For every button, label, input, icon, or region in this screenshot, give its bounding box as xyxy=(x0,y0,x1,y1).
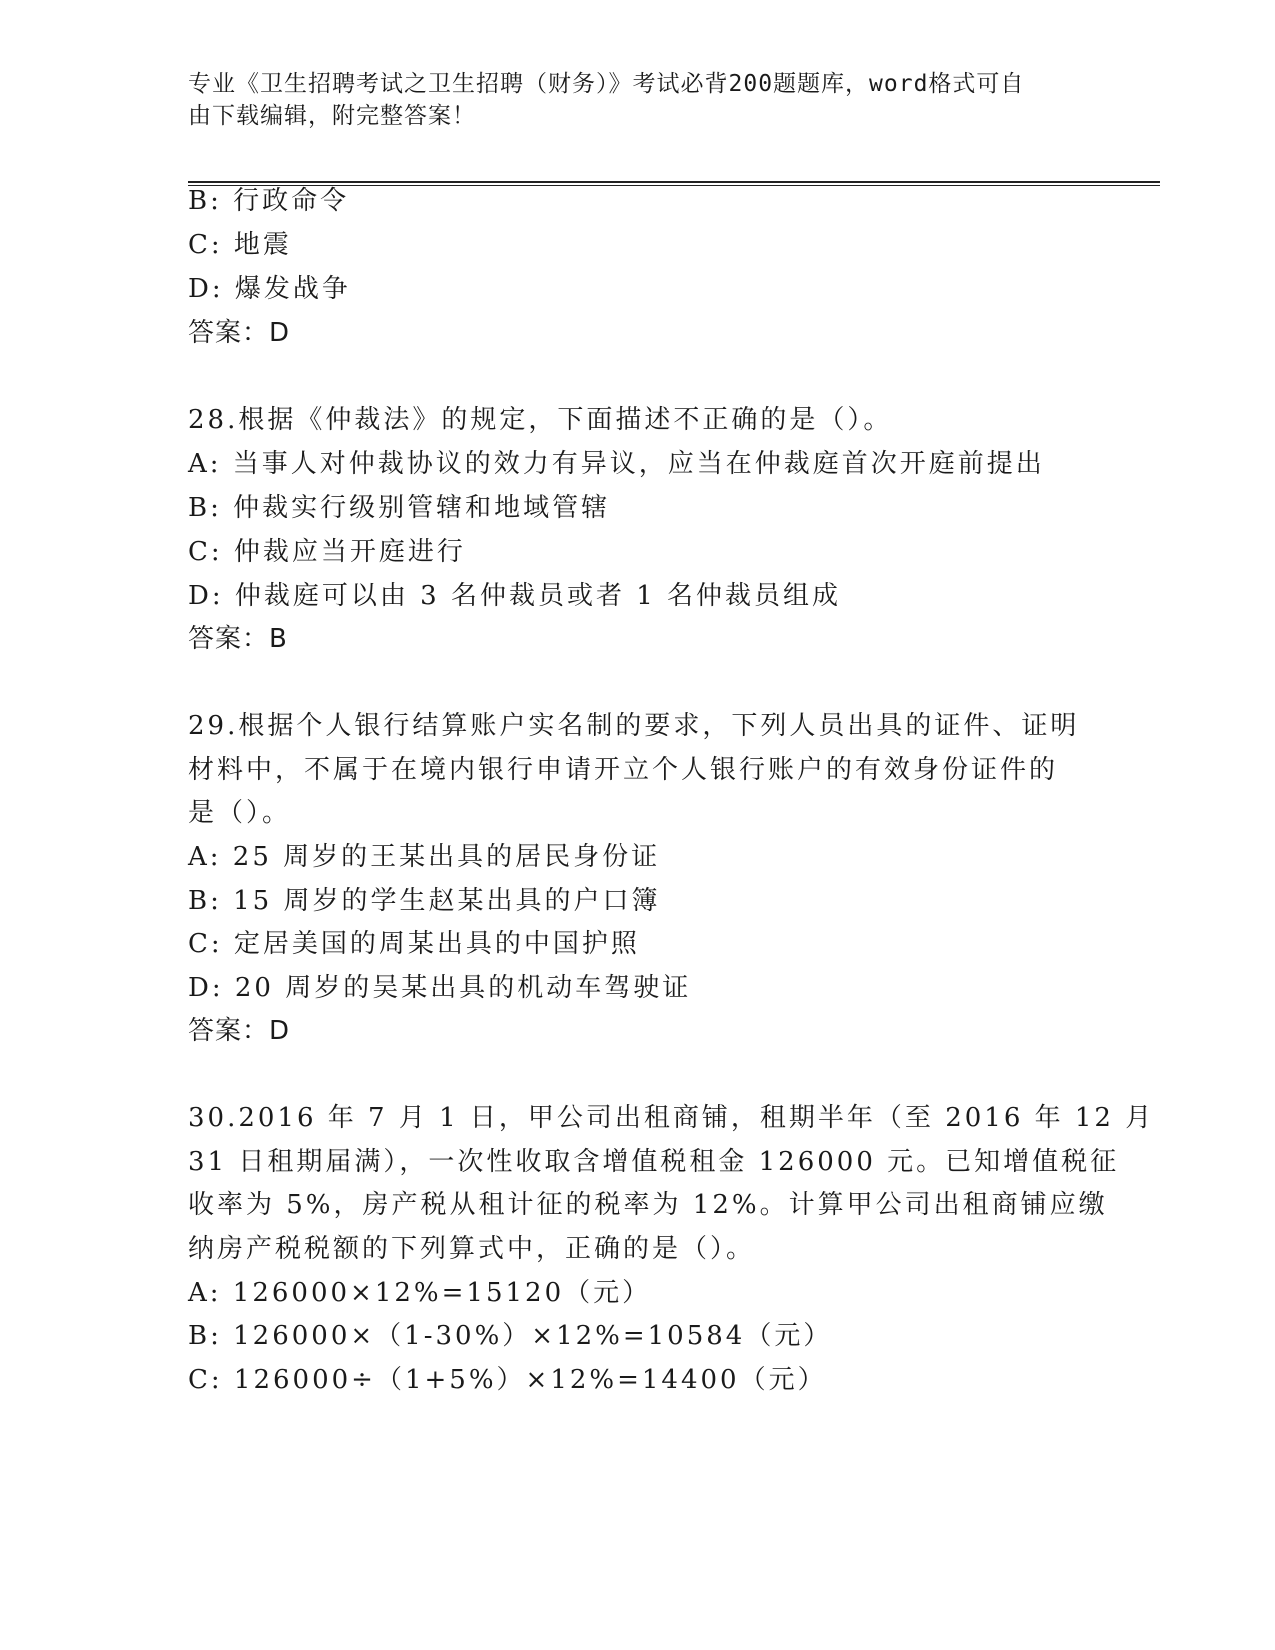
q30-option-a: A: 126000×12%=15120（元） xyxy=(188,1278,652,1308)
q28-answer: 答案：B xyxy=(188,624,288,654)
q27-option-b: B: 行政命令 xyxy=(188,186,350,216)
q28-option-c: C: 仲裁应当开庭进行 xyxy=(188,537,466,567)
q27-answer: 答案：D xyxy=(188,318,291,348)
header-divider xyxy=(188,181,1160,183)
q29-answer: 答案：D xyxy=(188,1016,291,1046)
q28-option-a: A: 当事人对仲裁协议的效力有异议，应当在仲裁庭首次开庭前提出 xyxy=(188,449,1045,479)
q27-option-d: D: 爆发战争 xyxy=(188,274,351,304)
q29-question-line-3: 是（）。 xyxy=(188,798,292,828)
q30-question-line-2: 31 日租期届满），一次性收取含增值税租金 126000 元。已知增值税征 xyxy=(188,1147,1120,1177)
q27-option-c: C: 地震 xyxy=(188,230,292,260)
page-header xyxy=(188,68,1088,132)
q28-question: 28.根据《仲裁法》的规定，下面描述不正确的是（）。 xyxy=(188,405,893,435)
q30-question-line-4: 纳房产税税额的下列算式中，正确的是（）。 xyxy=(188,1234,756,1264)
q29-question-line-2: 材料中，不属于在境内银行申请开立个人银行账户的有效身份证件的 xyxy=(188,755,1059,785)
q30-option-c: C: 126000÷（1+5%）×12%=14400（元） xyxy=(188,1365,827,1395)
q29-option-b: B: 15 周岁的学生赵某出具的户口簿 xyxy=(188,886,661,916)
q29-option-a: A: 25 周岁的王某出具的居民身份证 xyxy=(188,842,661,872)
q30-question-line-1: 30.2016 年 7 月 1 日，甲公司出租商铺，租期半年（至 2016 年 12 月 xyxy=(188,1103,1155,1133)
q28-option-d: D: 仲裁庭可以由 3 名仲裁员或者 1 名仲裁员组成 xyxy=(188,581,842,611)
q29-question-line-1: 29.根据个人银行结算账户实名制的要求，下列人员出具的证件、证明 xyxy=(188,711,1080,741)
q29-option-d: D: 20 周岁的吴某出具的机动车驾驶证 xyxy=(188,973,692,1003)
q30-question-line-3: 收率为 5%，房产税从租计征的税率为 12%。计算甲公司出租商铺应缴 xyxy=(188,1190,1108,1220)
q30-option-b: B: 126000×（1-30%）×12%=10584（元） xyxy=(188,1321,833,1351)
header-line-2: 由下载编辑，附完整答案！ xyxy=(188,103,476,129)
q29-option-c: C: 定居美国的周某出具的中国护照 xyxy=(188,929,640,959)
header-line-1: 专业《卫生招聘考试之卫生招聘（财务）》考试必背200题题库，word格式可自 xyxy=(188,71,1025,97)
q28-option-b: B: 仲裁实行级别管辖和地域管辖 xyxy=(188,493,611,523)
